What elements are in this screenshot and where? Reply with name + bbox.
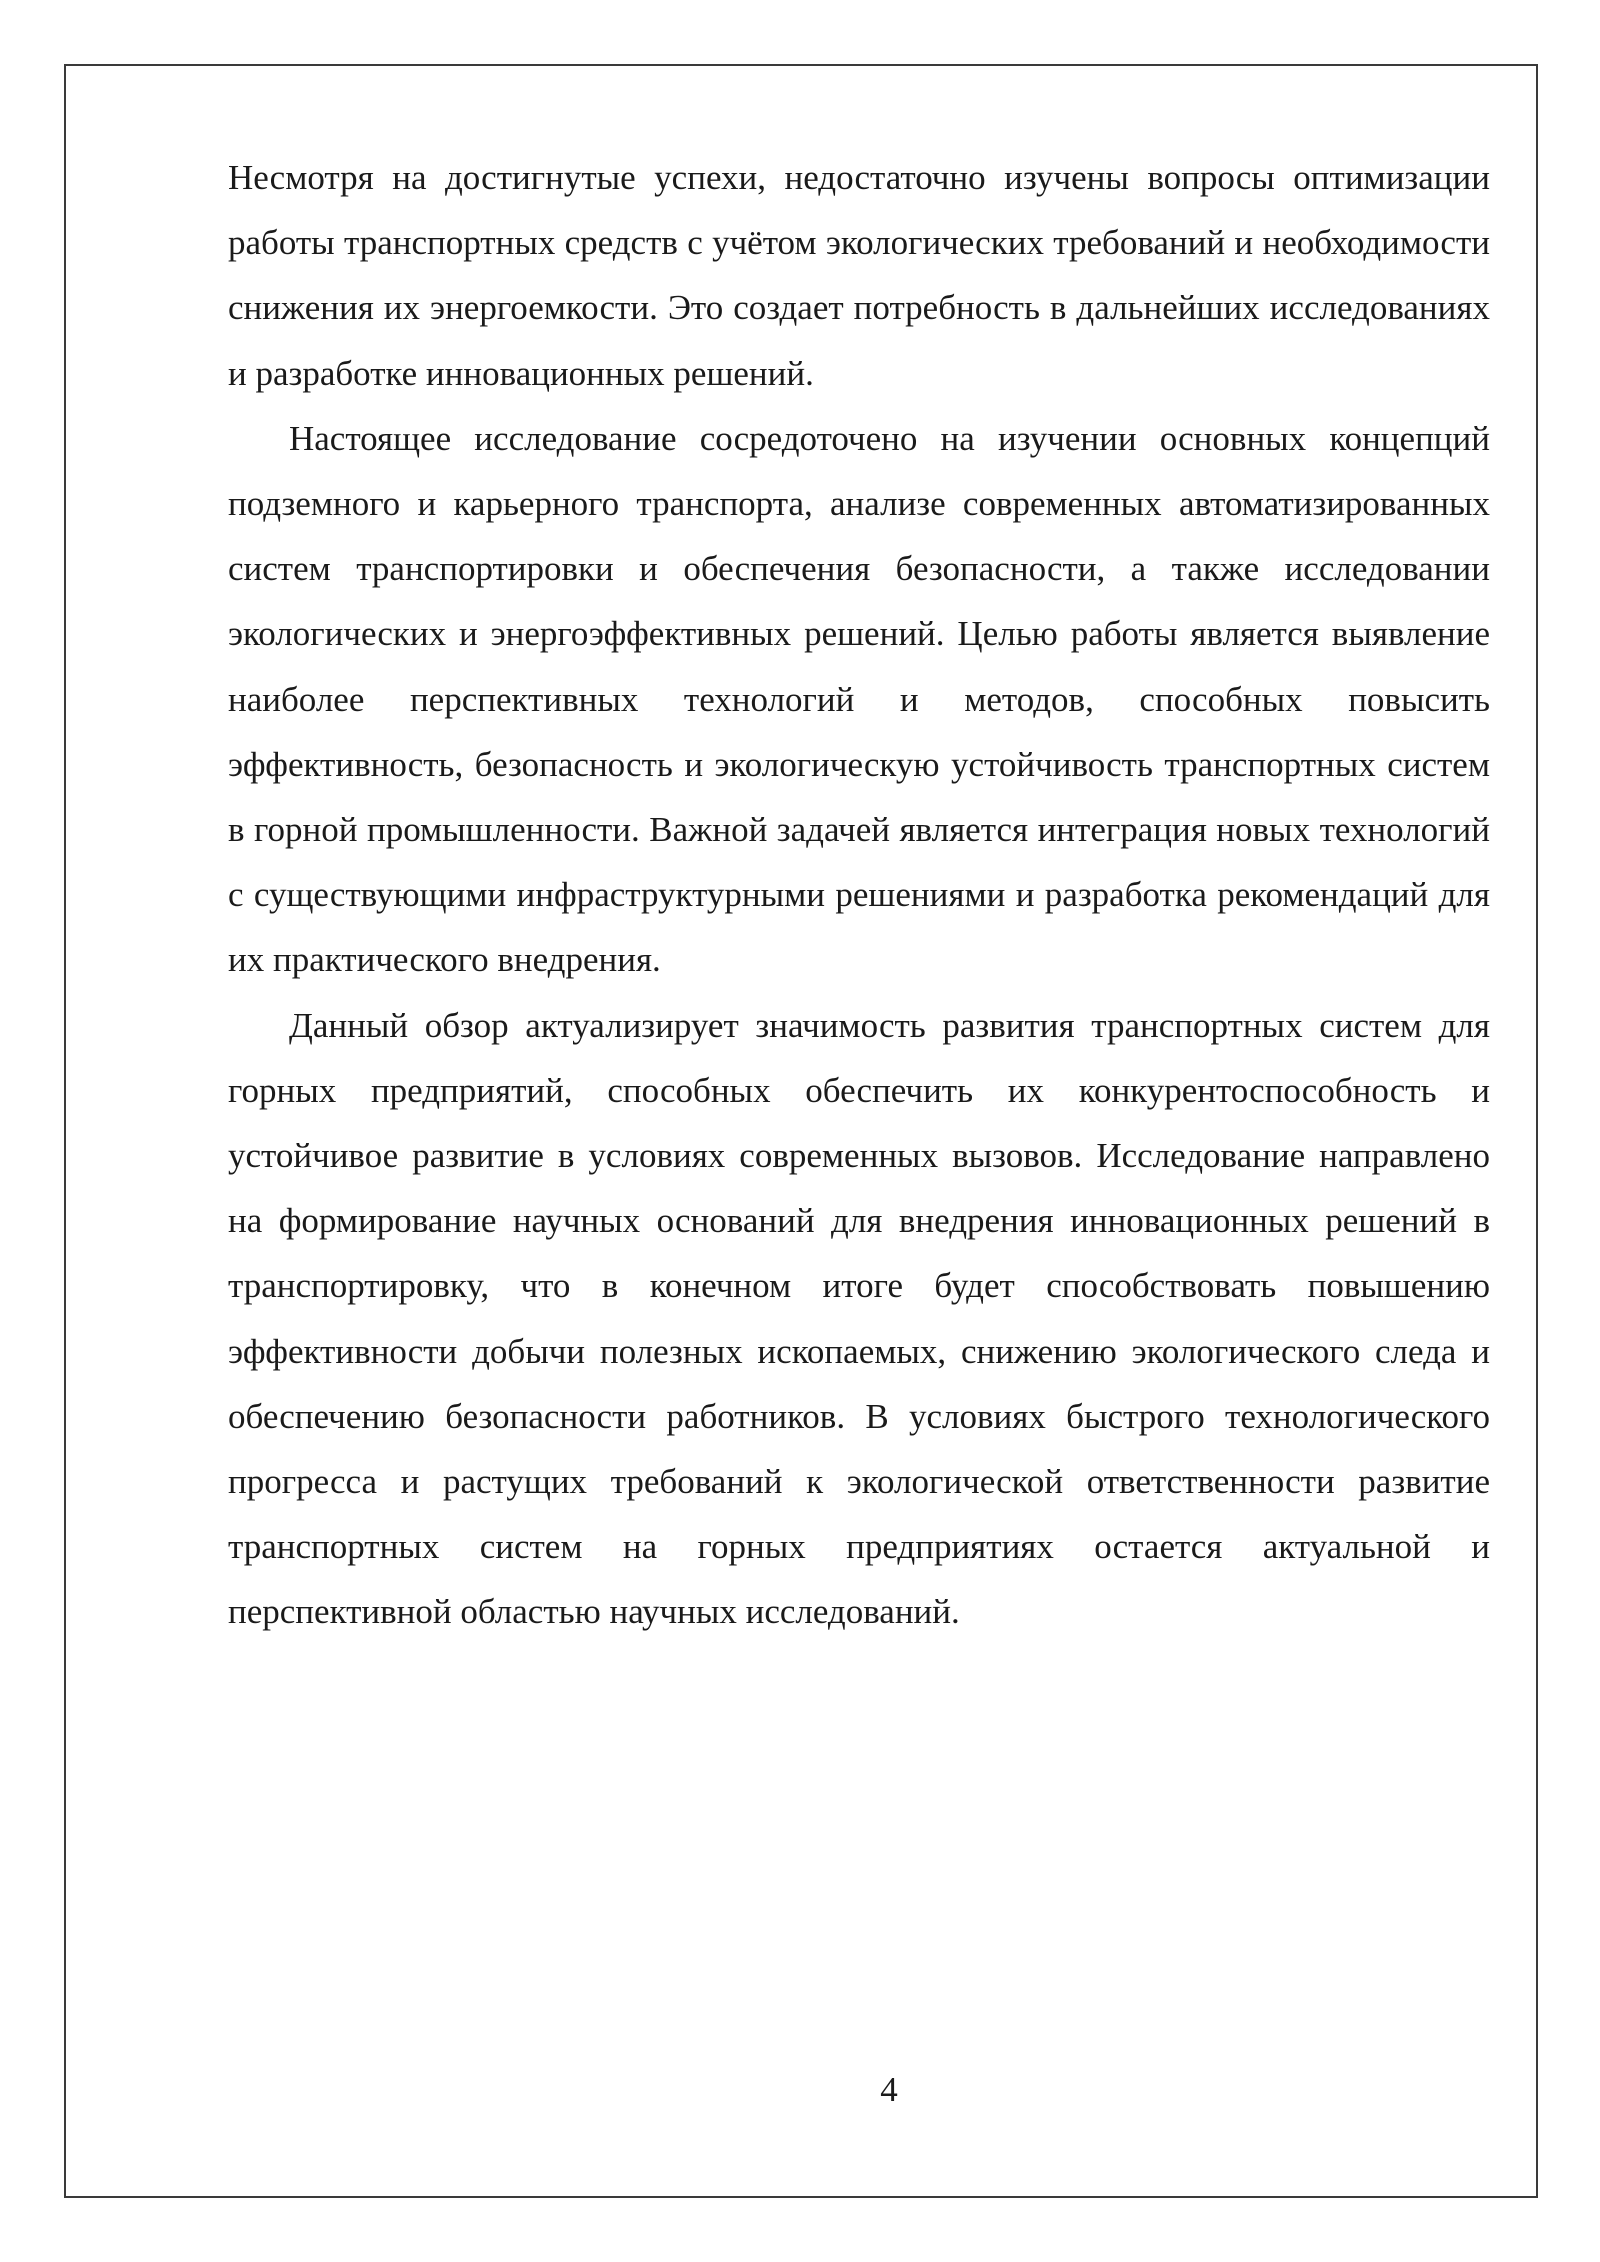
paragraph-2: Настоящее исследование сосредоточено на изучении основных концепций подземного и карьерного транспорта, анализе современных автоматизированных систем транспортировки и обеспечения безопасности, а также исследовании экологических и энергоэффективных решений. Целью работы является выявление наиболее перспективных технологий и методов, способных повысить эффективность, безопасность и экологическую устойчивость транспортных систем в горной промышленности. Важной задачей является интеграция новых технологий с существующими инфраструктурными решениями и разработка рекомендаций для их практического внедрения. (228, 418, 1490, 980)
page-number: 4 (880, 2070, 898, 2109)
document-body (228, 145, 1490, 1645)
paragraph-1: Несмотря на достигнутые успехи, недостаточно изучены вопросы оптимизации работы транспортных средств с учётом экологических требований и необходимости снижения их энергоемкости. Это создает потребность в дальнейших исследованиях и разработке инновационных решений. (228, 158, 1490, 393)
paragraph-3: Данный обзор актуализирует значимость развития транспортных систем для горных предприятий, способных обеспечить их конкурентоспособность и устойчивое развитие в условиях современных вызовов. Исследование направлено на формирование научных оснований для внедрения инновационных решений в транспортировку, что в конечном итоге будет способствовать повышению эффективности добычи полезных ископаемых, снижению экологического следа и обеспечению безопасности работников. В условиях быстрого технологического прогресса и растущих требований к экологической ответственности развитие транспортных систем на горных предприятиях остается актуальной и перспективной областью научных исследований. (228, 1005, 1490, 1632)
